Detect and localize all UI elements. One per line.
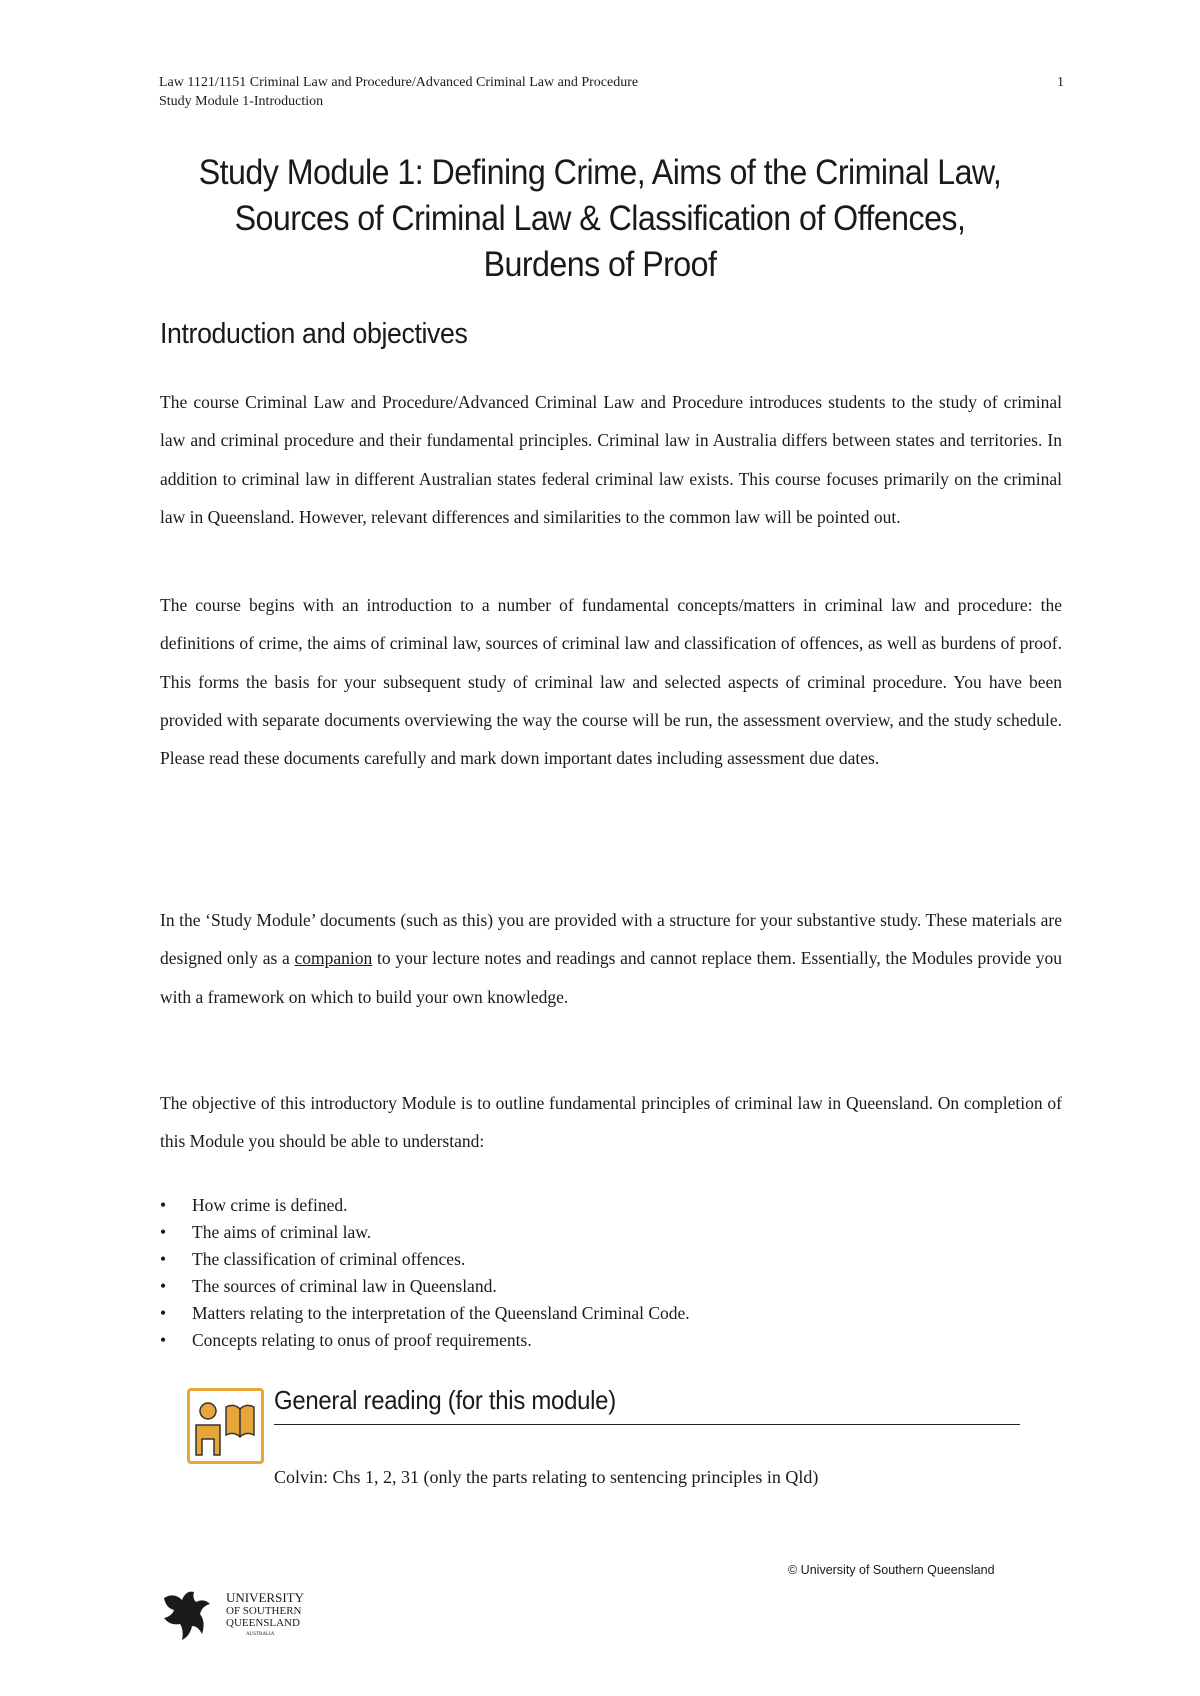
title-line-2: Sources of Criminal Law & Classification of Offences,	[234, 199, 966, 238]
intro-paragraph-1: The course Criminal Law and Procedure/Advanced Criminal Law and Procedure introduces students to the study of criminal law and criminal procedure and their fundamental principles. Criminal law in Australia differs between states and territories. In addition to criminal law in different Australian states federal criminal law exists. This course focuses primarily on the criminal law in Queensland. However, relevant differences and similarities to the common law will be pointed out.	[160, 392, 1062, 527]
title-line-3: Burdens of Proof	[483, 245, 717, 284]
usq-logo	[160, 1580, 320, 1650]
logo-line-2: OF SOUTHERN	[226, 1605, 302, 1617]
objective-item: • The sources of criminal law in Queensland.	[160, 1273, 690, 1300]
objectives-list	[160, 1192, 690, 1354]
logo-line-3: QUEENSLAND	[226, 1617, 300, 1629]
general-reading-heading	[274, 1385, 1020, 1425]
header-course-title: Law 1121/1151 Criminal Law and Procedure/Advanced Criminal Law and Procedure	[159, 75, 639, 90]
general-reading-title: General reading (for this module)	[274, 1385, 616, 1415]
page-title	[195, 150, 1005, 288]
objective-item: • How crime is defined.	[160, 1192, 690, 1219]
header-module-name: Study Module 1-Introduction	[159, 94, 324, 109]
intro-paragraph-3	[160, 901, 1062, 1016]
copyright-notice: © University of Southern Queensland	[788, 1563, 995, 1577]
paragraph-3-text-start: In the ‘Study Module’ documents (such as this) you are provided with a structure for your substantive study. These materials are designed only as a	[160, 910, 1062, 969]
objective-paragraph: The objective of this introductory Module is to outline fundamental principles of criminal law in Queensland. On completion of this Module you should be able to understand:	[160, 1093, 1062, 1152]
running-header	[159, 73, 1064, 111]
objective-item: • The aims of criminal law.	[160, 1219, 690, 1246]
title-line-1: Study Module 1: Defining Crime, Aims of the Criminal Law,	[198, 153, 1002, 192]
paragraph-3-text-end: to your lecture notes and readings and cannot replace them. Essentially, the Modules provide you with a framework on which to build your own knowledge.	[160, 948, 1062, 1007]
general-reading-text: Colvin: Chs 1, 2, 31 (only the parts relating to sentencing principles in Qld)	[274, 1467, 819, 1487]
logo-line-1: UNIVERSITY	[226, 1590, 304, 1605]
section-heading: Introduction and objectives	[160, 318, 468, 350]
companion-emphasis: companion	[294, 948, 373, 969]
page-number: 1	[1057, 75, 1064, 90]
objective-item: • Concepts relating to onus of proof requirements.	[160, 1327, 690, 1354]
logo-line-4: AUSTRALIA	[246, 1632, 275, 1637]
intro-paragraph-2: The course begins with an introduction to a number of fundamental concepts/matters in criminal law and procedure: the definitions of crime, the aims of criminal law, sources of criminal law and classification of offences, as well as burdens of proof. This forms the basis for your subsequent study of criminal law and selected aspects of criminal procedure. You have been provided with separate documents overviewing the way the course will be run, the assessment overview, and the study schedule. Please read these documents carefully and mark down important dates including assessment due dates.	[160, 595, 1062, 769]
reading-person-book-icon	[187, 1388, 264, 1464]
objective-item: • The classification of criminal offences.	[160, 1246, 690, 1273]
objective-item: • Matters relating to the interpretation of the Queensland Criminal Code.	[160, 1300, 690, 1327]
